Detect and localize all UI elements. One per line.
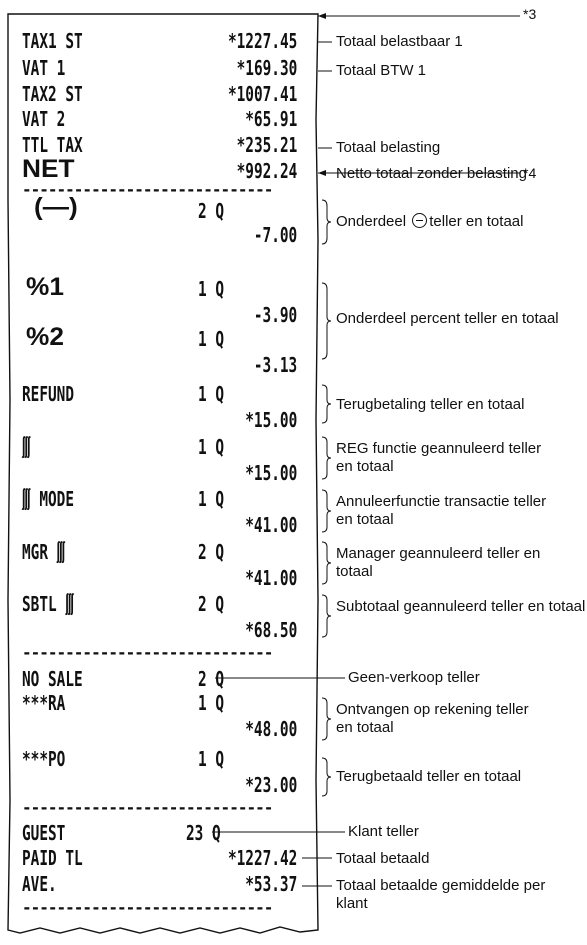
- cash-po-amount: *23.00: [244, 773, 297, 797]
- summary-ave-label: AVE.: [22, 872, 57, 896]
- separator-1: -----------------------------: [22, 180, 273, 199]
- row-vat2-value: *65.91: [244, 107, 297, 131]
- item-pct2-label: %2: [26, 323, 64, 351]
- item-mgr-void-label: MGR ∭: [22, 540, 66, 564]
- reference-4: *4: [523, 165, 537, 181]
- cash-ra-amount: *48.00: [244, 717, 297, 741]
- item-pct2-amount: -3.13: [253, 353, 297, 377]
- item-refund-count: 1 Q: [198, 382, 225, 406]
- row-ttl-tax-value: *235.21: [236, 133, 297, 157]
- item-void-mode-amount: *41.00: [244, 513, 297, 537]
- item-sbtl-void-label: SBTL ∭: [22, 592, 75, 616]
- cash-po-count: 1 Q: [198, 747, 225, 771]
- row-tax2-st-label: TAX2 ST: [22, 82, 83, 106]
- minus-circle-icon: [412, 213, 427, 228]
- cash-no-sale-count: 2 Q: [198, 667, 225, 691]
- annotation-vat1: Totaal BTW 1: [336, 62, 427, 79]
- item-pct2-count: 1 Q: [198, 327, 225, 351]
- annotation-no-sale: Geen-verkoop teller: [348, 669, 480, 686]
- annotation-ave: Totaal betaalde gemiddelde per klant: [336, 877, 546, 912]
- cash-ra-count: 1 Q: [198, 691, 225, 715]
- separator-2: -----------------------------: [22, 643, 273, 662]
- separator-3: -----------------------------: [22, 798, 273, 817]
- row-vat1-value: *169.30: [236, 56, 297, 80]
- annotation-mgr-void: Manager geannuleerd teller en totaal: [336, 545, 541, 580]
- cash-po-label: ***PO: [22, 747, 66, 771]
- item-pct1-amount: -3.90: [253, 303, 297, 327]
- item-sbtl-void-count: 2 Q: [198, 592, 225, 616]
- annotation-minus-post: teller en totaal: [429, 213, 524, 230]
- cash-ra-label: ***RA: [22, 691, 66, 715]
- item-reg-void-label: ∭: [22, 435, 31, 459]
- annotation-reg-void: REG functie geannuleerd teller en totaal: [336, 440, 542, 475]
- annotation-paid-tl: Totaal betaald: [336, 850, 430, 867]
- annotation-tax1-st: Totaal belastbaar 1: [336, 33, 463, 50]
- item-minus-label: (—): [34, 193, 78, 221]
- item-void-mode-label: ∭ MODE: [22, 487, 75, 511]
- item-void-mode-count: 1 Q: [198, 487, 225, 511]
- item-reg-void-count: 1 Q: [198, 435, 225, 459]
- annotation-percent: Onderdeel percent teller en totaal: [336, 310, 559, 327]
- annotation-void-mode: Annuleerfunctie transactie teller en totaal: [336, 493, 547, 528]
- item-refund-label: REFUND: [22, 382, 75, 406]
- summary-ave-value: *53.37: [244, 872, 297, 896]
- item-minus-count: 2 Q: [198, 199, 225, 223]
- row-ttl-tax-label: TTL TAX: [22, 133, 83, 157]
- summary-paid-tl-value: *1227.42: [227, 846, 297, 870]
- summary-guest-label: GUEST: [22, 821, 66, 845]
- summary-guest-count: 23 Q: [186, 821, 221, 845]
- row-vat2-label: VAT 2: [22, 107, 66, 131]
- annotation-minus-pre: Onderdeel: [336, 213, 407, 230]
- row-vat1-label: VAT 1: [22, 56, 66, 80]
- annotation-net: Netto totaal zonder belasting: [336, 165, 527, 182]
- item-pct1-count: 1 Q: [198, 277, 225, 301]
- row-tax1-st-label: TAX1 ST: [22, 29, 83, 53]
- annotation-po: Terugbetaald teller en totaal: [336, 768, 522, 785]
- annotation-minus: [336, 213, 523, 231]
- item-pct1-label: %1: [26, 273, 64, 301]
- item-sbtl-void-amount: *68.50: [244, 618, 297, 642]
- annotation-guest: Klant teller: [348, 823, 419, 840]
- separator-4: -----------------------------: [22, 898, 273, 917]
- reference-3: *3: [523, 6, 537, 22]
- row-net-value: *992.24: [236, 159, 297, 183]
- item-refund-amount: *15.00: [244, 408, 297, 432]
- annotation-ra: Ontvangen op rekening teller en totaal: [336, 701, 529, 736]
- item-minus-amount: -7.00: [253, 223, 297, 247]
- cash-no-sale-label: NO SALE: [22, 667, 83, 691]
- item-mgr-void-amount: *41.00: [244, 566, 297, 590]
- summary-paid-tl-label: PAID TL: [22, 846, 83, 870]
- annotation-sbtl-void: Subtotaal geannuleerd teller en totaal: [336, 598, 586, 615]
- item-mgr-void-count: 2 Q: [198, 540, 225, 564]
- row-net-label: NET: [22, 155, 75, 183]
- row-tax2-st-value: *1007.41: [227, 82, 297, 106]
- row-tax1-st-value: *1227.45: [227, 29, 297, 53]
- item-reg-void-amount: *15.00: [244, 461, 297, 485]
- annotation-refund: Terugbetaling teller en totaal: [336, 396, 525, 413]
- annotation-ttl-tax: Totaal belasting: [336, 139, 441, 156]
